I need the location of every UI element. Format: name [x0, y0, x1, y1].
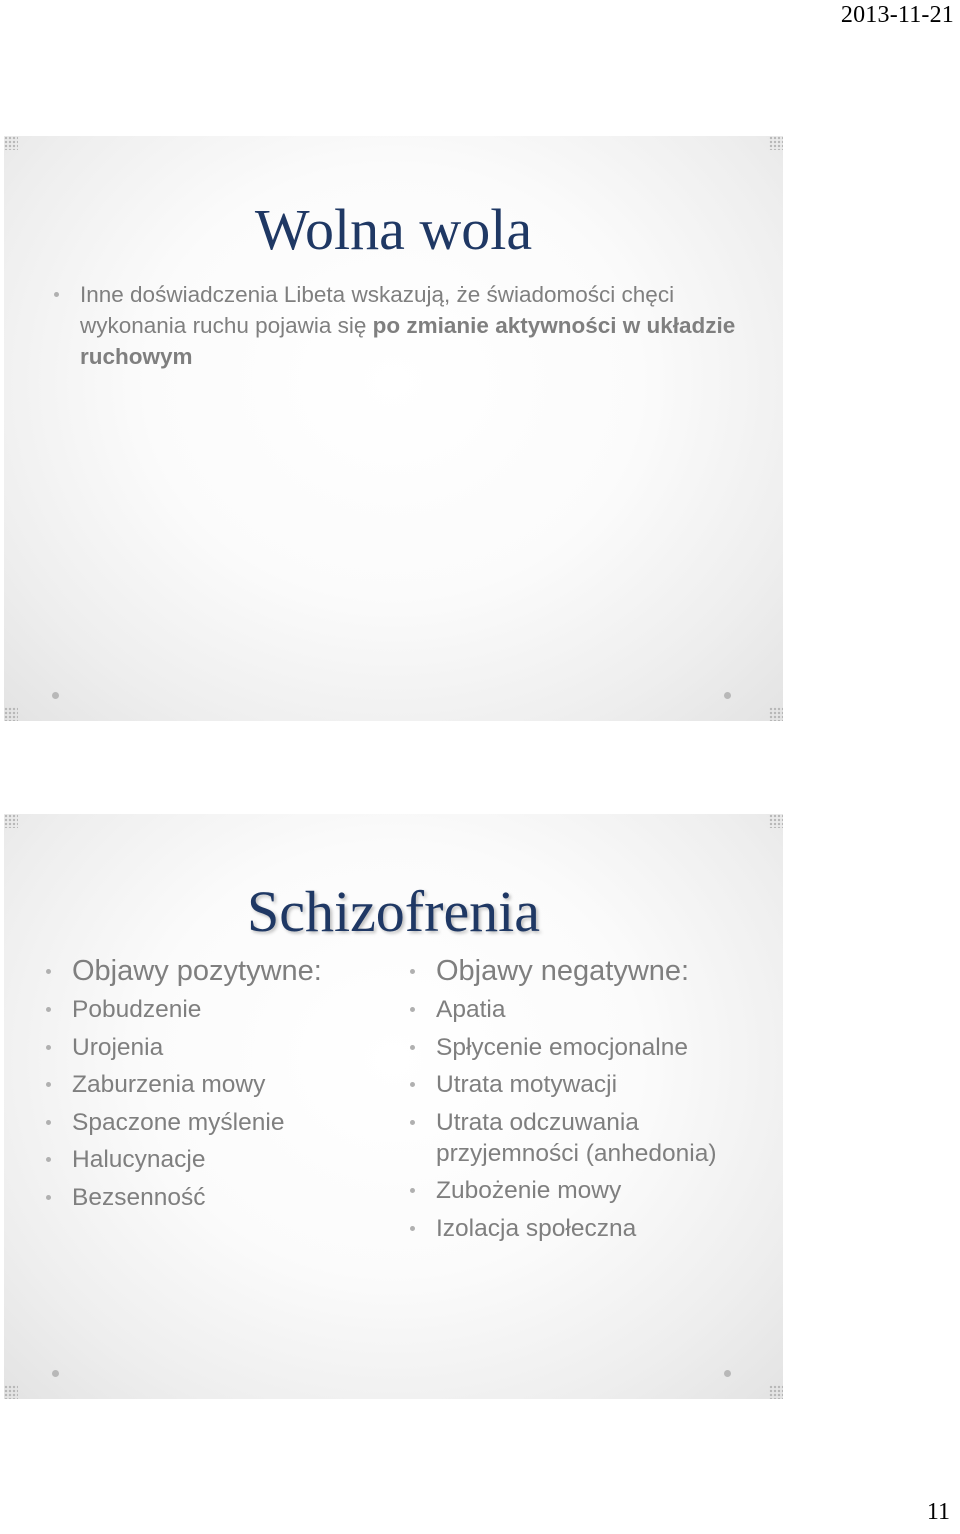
slide-title: Schizofrenia — [246, 879, 541, 944]
negative-symptoms-list — [410, 954, 770, 1250]
list-item — [410, 1175, 770, 1206]
page-date: 2013-11-21 — [840, 2, 954, 28]
list-item — [46, 1144, 406, 1175]
bullet-icon — [46, 1045, 51, 1050]
list-item — [46, 1107, 406, 1138]
list-item — [410, 1107, 770, 1169]
list-item — [46, 994, 406, 1025]
list-item — [46, 1069, 406, 1100]
list-item-text: Zubożenie mowy — [436, 1177, 622, 1204]
slide-corner-texture — [769, 1385, 783, 1399]
positive-symptoms-list — [46, 954, 406, 1219]
bullet-icon — [410, 1082, 415, 1087]
bullet-icon — [410, 1188, 415, 1193]
bullet-icon — [46, 1082, 51, 1087]
slide-wolna-wola — [4, 136, 783, 721]
bullet-icon — [410, 1226, 415, 1231]
list-heading-text: Objawy pozytywne: — [72, 955, 322, 987]
slide-corner-texture — [4, 707, 18, 721]
list-item-text: Pobudzenie — [72, 996, 202, 1023]
list-item-text: Bezsenność — [72, 1183, 206, 1211]
bullet-list — [54, 279, 754, 372]
slide-corner-texture — [769, 136, 783, 150]
bullet-icon — [410, 1120, 415, 1125]
slide-footer-dot-icon — [724, 692, 731, 699]
page-number: 11 — [926, 1499, 950, 1525]
list-item-text: Apatia — [436, 996, 506, 1023]
list-item-text: Urojenia — [72, 1033, 164, 1061]
list-item — [46, 1032, 406, 1063]
slide-corner-texture — [769, 814, 783, 828]
bullet-icon — [410, 1045, 415, 1050]
slide-title: Wolna wola — [254, 197, 533, 262]
slide-corner-texture — [4, 1385, 18, 1399]
list-item — [410, 1032, 770, 1063]
bullet-icon — [46, 1195, 51, 1200]
list-heading — [410, 954, 770, 988]
bullet-icon — [46, 969, 51, 974]
list-item — [410, 1213, 770, 1244]
bullet-icon — [46, 1120, 51, 1125]
bullet-icon — [54, 292, 59, 297]
list-item-text: Zaburzenia mowy — [72, 1071, 266, 1098]
bullet-icon — [410, 1007, 415, 1012]
slide-footer-dot-icon — [52, 692, 59, 699]
bullet-icon — [46, 1007, 51, 1012]
bullet-text: Inne doświadczenia Libeta wskazują, że świadomości chęci wykonania ruchu pojawia się — [80, 282, 675, 338]
bullet-icon — [410, 969, 415, 974]
slide-schizofrenia — [4, 814, 783, 1399]
slide-corner-texture — [4, 814, 18, 828]
list-heading — [46, 954, 406, 988]
list-item — [410, 1069, 770, 1100]
list-item-text: Halucynacje — [72, 1146, 206, 1173]
bullet-icon — [46, 1157, 51, 1162]
list-item-text: Izolacja społeczna — [436, 1214, 637, 1242]
list-heading-text: Objawy negatywne: — [436, 955, 690, 987]
slide-corner-texture — [769, 707, 783, 721]
list-item-text: Utrata odczuwania przyjemności (anhedonia) — [436, 1108, 717, 1167]
bullet-item — [54, 279, 754, 372]
bullet-text-bold: po zmianie aktywności w układzie ruchowym — [80, 313, 736, 369]
list-item — [46, 1182, 406, 1213]
list-item — [410, 994, 770, 1025]
list-item-text: Utrata motywacji — [436, 1071, 618, 1098]
list-item-text: Spaczone myślenie — [72, 1108, 285, 1136]
list-item-text: Spłycenie emocjonalne — [436, 1033, 688, 1061]
slide-footer-dot-icon — [52, 1370, 59, 1377]
slide-corner-texture — [4, 136, 18, 150]
slide-footer-dot-icon — [724, 1370, 731, 1377]
